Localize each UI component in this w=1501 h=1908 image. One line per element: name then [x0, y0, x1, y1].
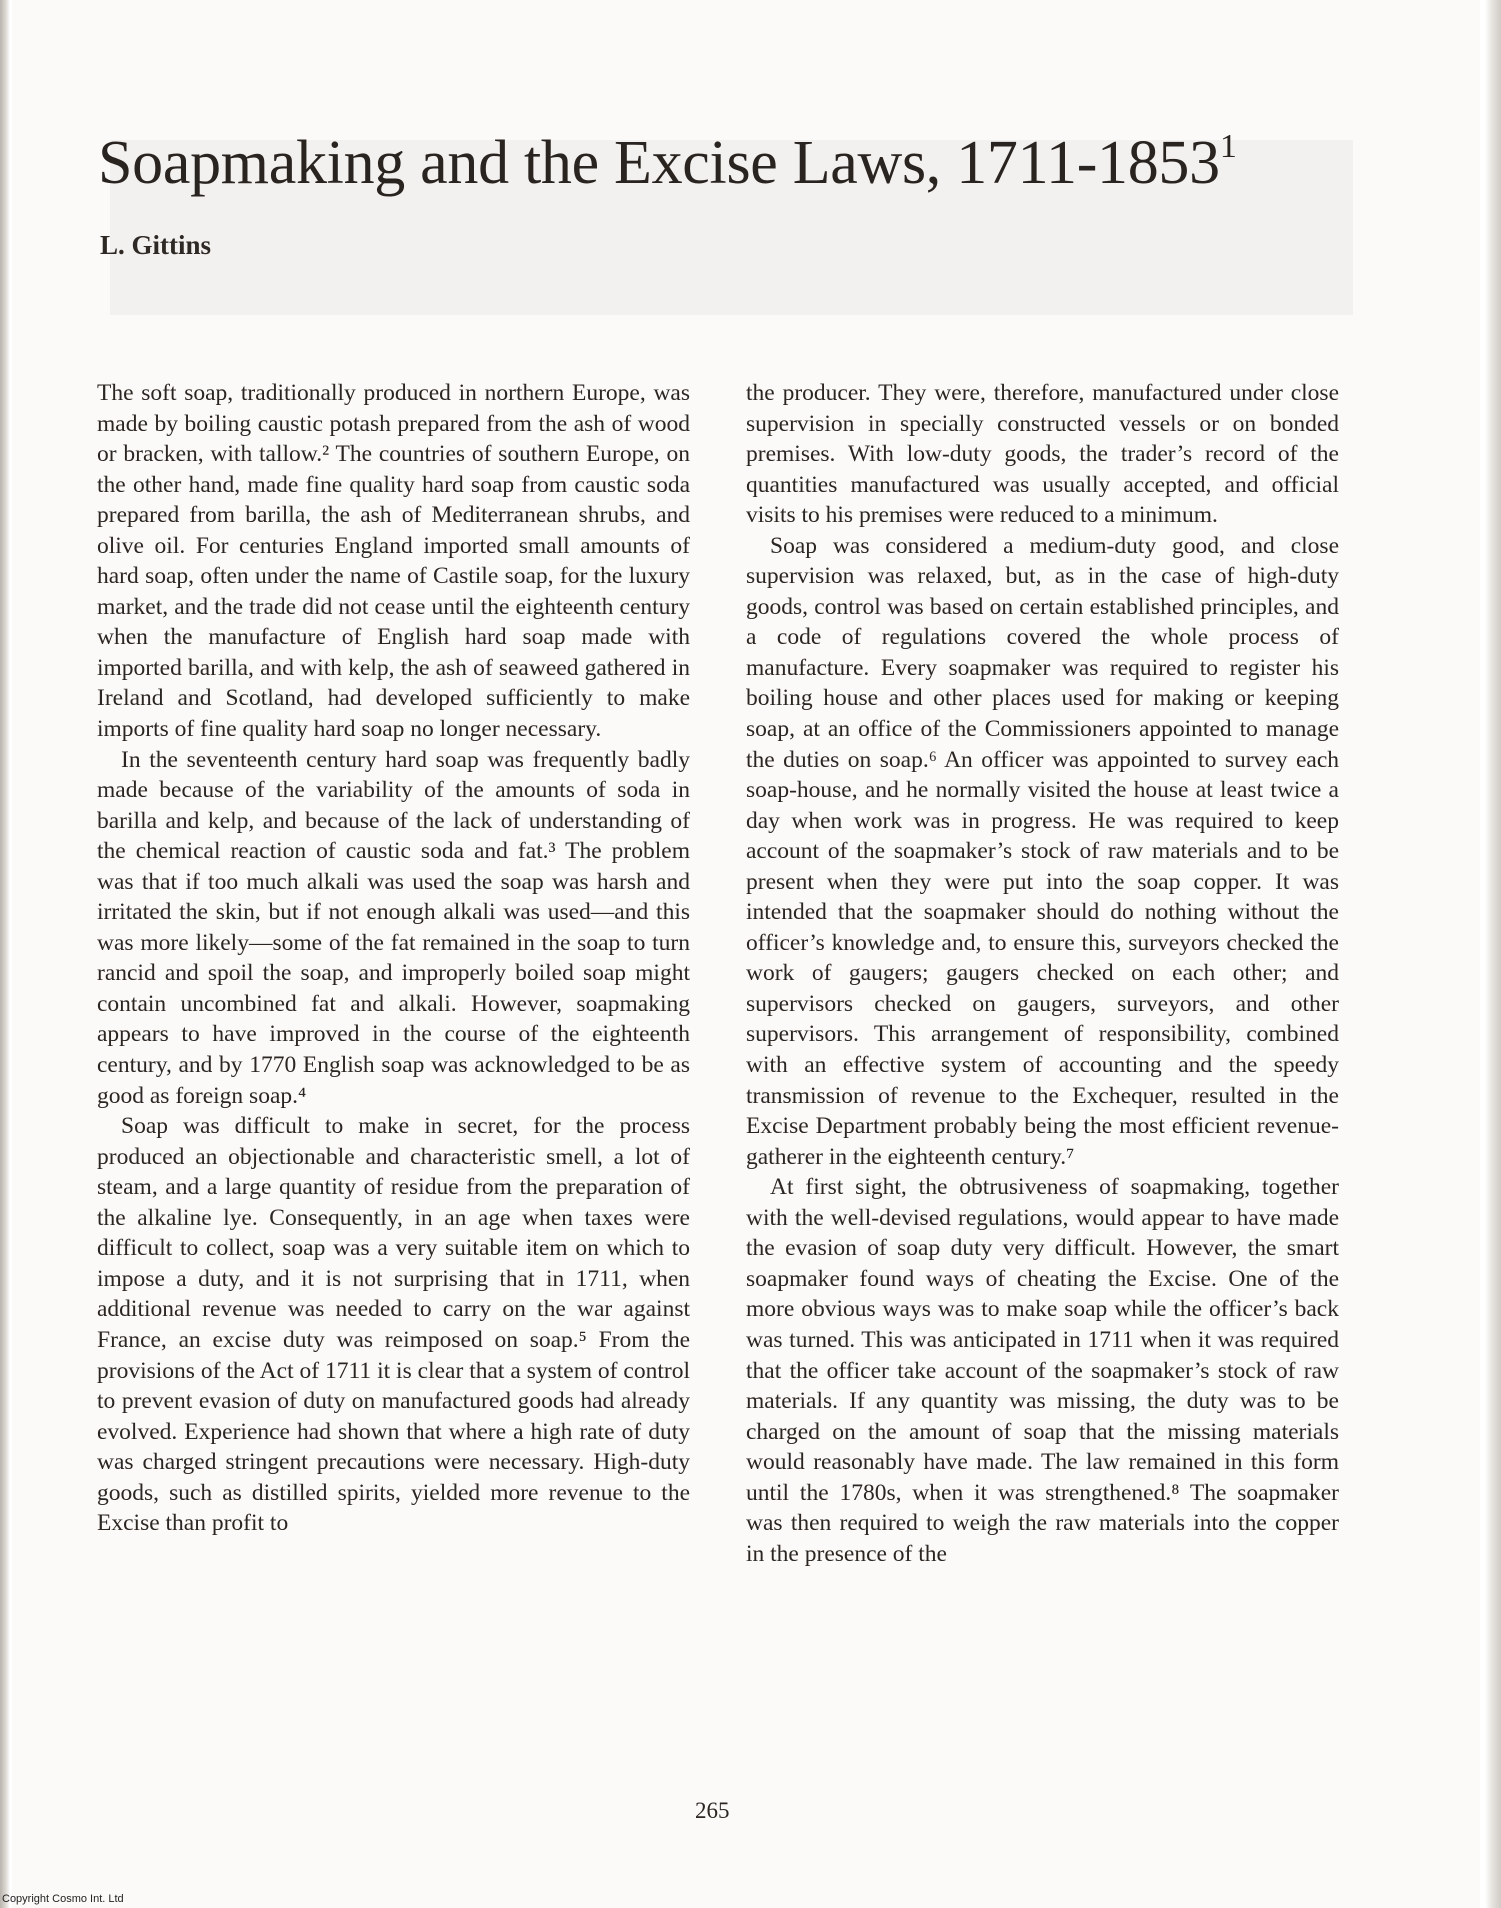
paragraph: At first sight, the obtrusiveness of soapmaking, together with the well-devised regulations, would appear to have made the evasion of soap duty very difficult. However, the smart soapmaker found ways of cheating the Excise. One of the more obvious ways was to make soap while the officer’s back was turned. This was anticipated in 1711 when it was required that the officer take account of the soapmaker’s stock of raw materials. If any quantity was missing, the duty was to be charged on the amount of soap that the missing materials would reasonably have made. The law remained in this form until the 1780s, when it was strengthened.⁸ The soapmaker was then required to weigh the raw materials into the copper in the presence of the — [746, 1174, 1339, 1567]
paragraph: The soft soap, traditionally produced in northern Europe, was made by boiling caustic potash prepared from the ash of wood or bracken, with tallow.² The countries of southern Europe, on the other hand, made fine quality hard soap from caustic soda prepared from barilla, the ash of Mediterranean shrubs, and olive oil. For centuries England imported small amounts of hard soap, often under the name of Castile soap, for the luxury market, and the trade did not cease until the eighteenth century when the manufacture of English hard soap made with imported barilla, and with kelp, the ash of seaweed gathered in Ireland and Scotland, had developed sufficiently to make imports of fine quality hard soap no longer necessary. — [97, 380, 690, 743]
page-binding-shadow — [0, 0, 10, 1908]
paragraph: Soap was considered a medium-duty good, and close supervision was relaxed, but, as in the case of high-duty goods, control was based on certain established principles, and a code of regulations covered the whole process of manufacture. Every soapmaker was required to register his boiling house and other places used for making or keeping soap, at an office of the Commissioners appointed to manage the duties on soap.⁶ An officer was appointed to survey each soap-house, and he normally visited the house at least twice a day when work was in progress. He was required to keep account of the soapmaker’s stock of raw materials and to be present when they were put into the soap copper. It was intended that the soapmaker should do nothing without the officer’s knowledge and, to ensure this, surveyors checked the work of gaugers; gaugers checked on each other; and supervisors checked on gaugers, surveyors, and other supervisors. This arrangement of responsibility, combined with an effective system of accounting and the speedy transmission of revenue to the Exchequer, resulted in the Excise Department probably being the most efficient revenue-gatherer in the eighteenth century.⁷ — [746, 532, 1339, 1170]
paragraph: Soap was difficult to make in secret, for the process produced an objectionable and characteristic smell, a lot of steam, and a large quantity of residue from the preparation of the alkaline lye. Consequently, in an age when taxes were difficult to collect, soap was a very suitable item on which to impose a duty, and it is not surprising that in 1711, when additional revenue was needed to carry on the war against France, an excise duty was reimposed on soap.⁵ From the provisions of the Act of 1711 it is clear that a system of control to prevent evasion of duty on manufactured goods had already evolved. Experience had shown that where a high rate of duty was charged stringent precautions were necessary. High-duty goods, such as distilled spirits, yielded more revenue to the Excise than profit to — [97, 1113, 690, 1537]
text-column-left — [97, 378, 690, 1539]
text-column-right — [746, 378, 1339, 1569]
article-author: L. Gittins — [100, 230, 212, 260]
article-title-text: Soapmaking and the Excise Laws, 1711-1853 — [98, 129, 1220, 197]
page-number: 265 — [695, 1798, 730, 1823]
title-footnote-marker: 1 — [1219, 128, 1237, 165]
copyright-watermark: Copyright Cosmo Int. Ltd — [2, 1893, 124, 1905]
page-edge-shadow — [1485, 0, 1501, 1908]
article-title — [98, 128, 1237, 199]
paragraph: the producer. They were, therefore, manufactured under close supervision in specially constructed vessels or on bonded premises. With low-duty goods, the trader’s record of the quantities manufactured was usually accepted, and official visits to his premises were reduced to a minimum. — [746, 380, 1339, 529]
paragraph: In the seventeenth century hard soap was frequently badly made because of the variability of the amounts of soda in barilla and kelp, and because of the lack of understanding of the chemical reaction of caustic soda and fat.³ The problem was that if too much alkali was used the soap was harsh and irritated the skin, but if not enough alkali was used—and this was more likely—some of the fat remained in the soap to turn rancid and spoil the soap, and improperly boiled soap might contain uncombined fat and alkali. However, soapmaking appears to have improved in the course of the eighteenth century, and by 1770 English soap was acknowledged to be as good as foreign soap.⁴ — [97, 746, 690, 1109]
